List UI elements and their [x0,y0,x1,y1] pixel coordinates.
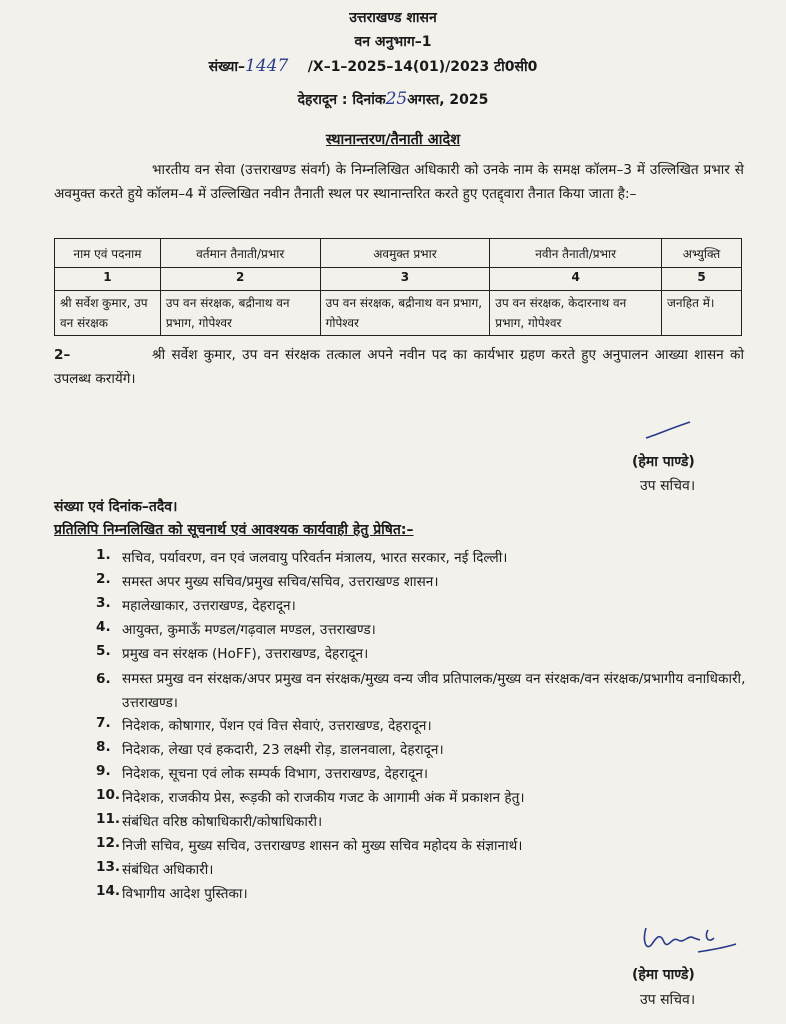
list-item: 1. सचिव, पर्यावरण, वन एवं जलवायु परिवर्तन मंत्रालय, भारत सरकार, नई दिल्ली। [96,547,508,566]
list-item: 2. समस्त अपर मुख्य सचिव/प्रमुख सचिव/सचिव, उत्तराखण्ड शासन। [96,571,439,590]
current-posting-cell: उप वन संरक्षक, बद्रीनाथ वन प्रभाग, गोपेश्वर [160,291,320,336]
place-date-line [0,89,786,109]
signature-stroke-2 [638,922,738,962]
list-item: 3. महालेखाकार, उत्तराखण्ड, देहरादून। [96,595,296,614]
column-number: 3 [320,268,490,291]
column-number: 2 [160,268,320,291]
table-header-cell: वर्तमान तैनाती/प्रभार [160,239,320,268]
list-item: 4. आयुक्त, कुमाऊँ मण्डल/गढ़वाल मण्डल, उत्तराखण्ड। [96,619,376,638]
table-column-number-row [55,268,742,291]
paragraph-2-number: 2– [54,347,71,363]
govt-header: उत्तराखण्ड शासन [349,10,437,26]
list-item: 14. विभागीय आदेश पुस्तिका। [96,883,248,902]
new-posting-cell: उप वन संरक्षक, केदारनाथ वन प्रभाग, गोपेश्वर [490,291,662,336]
list-item: 8. निदेशक, लेखा एवं हकदारी, 23 लक्ष्मी रोड़, डालनवाला, देहरादून। [96,739,444,758]
department-section: वन अनुभाग–1 [354,34,432,50]
copy-reference: संख्या एवं दिनांक–तदैव। [54,499,178,515]
table-header-row [55,239,742,268]
place-date-prefix: देहरादून : दिनांक [297,92,386,108]
table-row [55,291,742,336]
column-number: 5 [662,268,742,291]
date-handwritten: 25 [385,89,408,109]
order-number-line [0,56,766,76]
order-title: स्थानान्तरण/तैनाती आदेश [325,132,461,148]
list-item: 9. निदेशक, सूचना एवं लोक सम्पर्क विभाग, उत्तराखण्ड, देहरादून। [96,763,429,782]
list-item: 5. प्रमुख वन संरक्षक (HoFF), उत्तराखण्ड, देहरादून। [96,643,369,662]
signature-2-designation: उप सचिव। [640,992,696,1008]
paragraph-2 [54,343,744,391]
signature-1-name: (हेमा पाण्डे) [632,454,695,470]
table-header-cell: नाम एवं पदनाम [55,239,161,268]
list-item: 12. निजी सचिव, मुख्य सचिव, उत्तराखण्ड शासन को मुख्य सचिव महोदय के संज्ञानार्थ। [96,835,523,854]
table-header-cell: अभ्युक्ति [662,239,742,268]
list-item: 13. संबंधित अधिकारी। [96,859,214,878]
column-number: 1 [55,268,161,291]
list-item: 6. समस्त प्रमुख वन संरक्षक/अपर प्रमुख वन संरक्षक/मुख्य वन्य जीव प्रतिपालक/मुख्य वन संरक्षक/वन संरक्षक/प्रभागीय वनाधिकारी, उत्तराखण्ड। [96,671,746,711]
order-number-suffix: /X–1–2025–14(01)/2023 टी0सी0 [307,59,538,75]
paragraph-2-text: श्री सर्वेश कुमार, उप वन संरक्षक तत्काल अपने नवीन पद का कार्यभार ग्रहण करते हुए अनुपालन आख्या शासन को उपलब्ध करायेंगे। [54,347,744,387]
table-header-cell: अवमुक्त प्रभार [320,239,490,268]
signature-stroke-1 [644,420,694,442]
list-item: 7. निदेशक, कोषागार, पेंशन एवं वित्त सेवाएं, उत्तराखण्ड, देहरादून। [96,715,432,734]
list-item: 10. निदेशक, राजकीय प्रेस, रूड़की को राजकीय गजट के आगामी अंक में प्रकाशन हेतु। [96,787,525,806]
intro-paragraph: भारतीय वन सेवा (उत्तराखण्ड संवर्ग) के निम्नलिखित अधिकारी को उनके नाम के समक्ष कॉलम–3 में उल्लिखित प्रभार से अवमुक्त करते हुये कॉलम–4 में उल्लिखित नवीन तैनाती स्थल पर स्थानान्तरित करते हुए एतद्द्वारा तैनात किया जाता है:– [54,162,744,202]
transfer-table [54,238,742,336]
order-number-prefix: संख्या– [208,59,246,75]
column-number: 4 [490,268,662,291]
date-suffix: अगस्त, 2025 [407,92,489,108]
order-number-handwritten: 1447 [245,56,289,76]
table-header-cell: नवीन तैनाती/प्रभार [490,239,662,268]
officer-name-cell: श्री सर्वेश कुमार, उप वन संरक्षक [55,291,161,336]
copy-recipient-list [96,547,756,907]
signature-2-name: (हेमा पाण्डे) [632,967,695,983]
remarks-cell: जनहित में। [662,291,742,336]
signature-1-designation: उप सचिव। [640,478,696,494]
copy-heading: प्रतिलिपि निम्नलिखित को सूचनार्थ एवं आवश्यक कार्यवाही हेतु प्रेषित:– [54,522,414,538]
relieved-charge-cell: उप वन संरक्षक, बद्रीनाथ वन प्रभाग, गोपेश्वर [320,291,490,336]
list-item: 11. संबंधित वरिष्ठ कोषाधिकारी/कोषाधिकारी। [96,811,323,830]
